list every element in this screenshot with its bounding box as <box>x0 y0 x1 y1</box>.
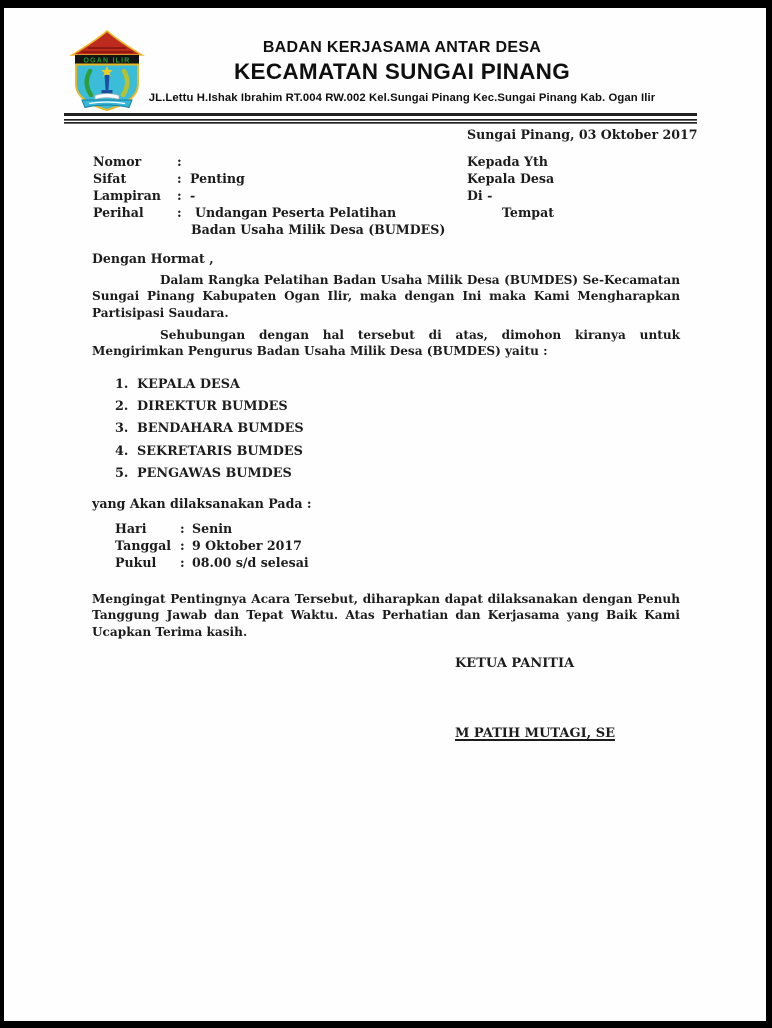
body-paragraph-2: Sehubungan dengan hal tersebut di atas, dimohon kiranya untuk Mengirimkan Pengurus Badan Usaha Milik Desa (BUMDES) yaitu : <box>92 328 680 359</box>
dateline: Sungai Pinang, 03 Oktober 2017 <box>467 127 698 142</box>
schedule-label-tanggal: Tanggal <box>115 538 172 553</box>
list-item-label: SEKRETARIS BUMDES <box>137 443 303 459</box>
list-item-label: DIREKTUR BUMDES <box>137 399 288 415</box>
body-paragraph-1: Dalam Rangka Pelatihan Badan Usaha Milik Desa (BUMDES) Se-Kecamatan Sungai Pinang Kabupaten Ogan Ilir, maka dengan Ini maka Kami Mengharapkan Partisipasi Saudara. <box>92 273 680 320</box>
org-name-line1: BADAN KERJASAMA ANTAR DESA <box>262 39 542 56</box>
list-item <box>115 399 304 415</box>
meta-value-perihal-line2: Badan Usaha Milik Desa (BUMDES) <box>191 222 446 237</box>
participants-list <box>115 377 304 488</box>
list-item-label: KEPALA DESA <box>137 377 240 392</box>
meta-label-sifat: Sifat <box>93 171 127 186</box>
schedule-sep-tanggal: : <box>180 538 185 553</box>
letterhead <box>140 38 664 105</box>
signature-name: M PATIH MUTAGI, SE <box>455 726 615 741</box>
list-item-number: 1. <box>115 377 129 392</box>
signature-title: KETUA PANITIA <box>455 656 575 671</box>
list-item-label: BENDAHARA BUMDES <box>137 421 304 437</box>
list-item <box>115 377 304 393</box>
list-item-number: 2. <box>115 399 129 415</box>
salutation: Dengan Hormat , <box>92 251 214 266</box>
list-item <box>115 444 304 460</box>
list-item-number: 5. <box>115 465 129 481</box>
meta-value-perihal: Undangan Peserta Pelatihan <box>195 205 397 220</box>
meta-label-nomor: Nomor <box>93 154 142 169</box>
recipient-line3: Di - <box>467 188 493 203</box>
meta-sep-nomor: : <box>177 154 182 169</box>
meta-label-perihal: Perihal <box>93 205 144 220</box>
list-item <box>115 421 304 437</box>
meta-sep-perihal: : <box>177 205 182 220</box>
list-item-number: 4. <box>115 443 129 459</box>
schedule-sep-hari: : <box>180 521 185 536</box>
closing-paragraph: Mengingat Pentingnya Acara Tersebut, diharapkan dapat dilaksanakan dengan Penuh Tanggung Jawab dan Tepat Waktu. Atas Perhatian dan Kerjasama yang Baik Kami Ucapkan Terima kasih. <box>92 592 680 639</box>
meta-value-sifat: Penting <box>190 171 245 186</box>
meta-label-lampiran: Lampiran <box>93 188 161 203</box>
recipient-line2: Kepala Desa <box>467 171 555 186</box>
org-address: JL.Lettu H.Ishak Ibrahim RT.004 RW.002 Kel.Sungai Pinang Kec.Sungai Pinang Kab. Ogan Ilir <box>148 92 656 104</box>
seal-banner-text: OGAN ILIR <box>83 57 131 65</box>
list-item <box>115 466 304 482</box>
schedule-label-hari: Hari <box>115 521 147 536</box>
schedule-value-hari: Senin <box>192 521 233 536</box>
schedule-intro: yang Akan dilaksanakan Pada : <box>92 496 312 511</box>
recipient-line4: Tempat <box>502 205 555 220</box>
list-item-number: 3. <box>115 421 129 437</box>
schedule-value-tanggal: 9 Oktober 2017 <box>192 538 302 553</box>
recipient-line1: Kepada Yth <box>467 154 548 169</box>
schedule-label-pukul: Pukul <box>115 555 157 570</box>
schedule-sep-pukul: : <box>180 555 185 570</box>
ogan-ilir-seal-icon <box>66 29 148 113</box>
meta-sep-sifat: : <box>177 171 182 186</box>
org-name-line2: KECAMATAN SUNGAI PINANG <box>233 59 571 84</box>
list-item-label: PENGAWAS BUMDES <box>137 465 292 481</box>
meta-value-lampiran: - <box>190 188 196 203</box>
meta-sep-lampiran: : <box>177 188 182 203</box>
schedule-value-pukul: 08.00 s/d selesai <box>192 555 309 570</box>
letterhead-divider <box>64 113 697 124</box>
